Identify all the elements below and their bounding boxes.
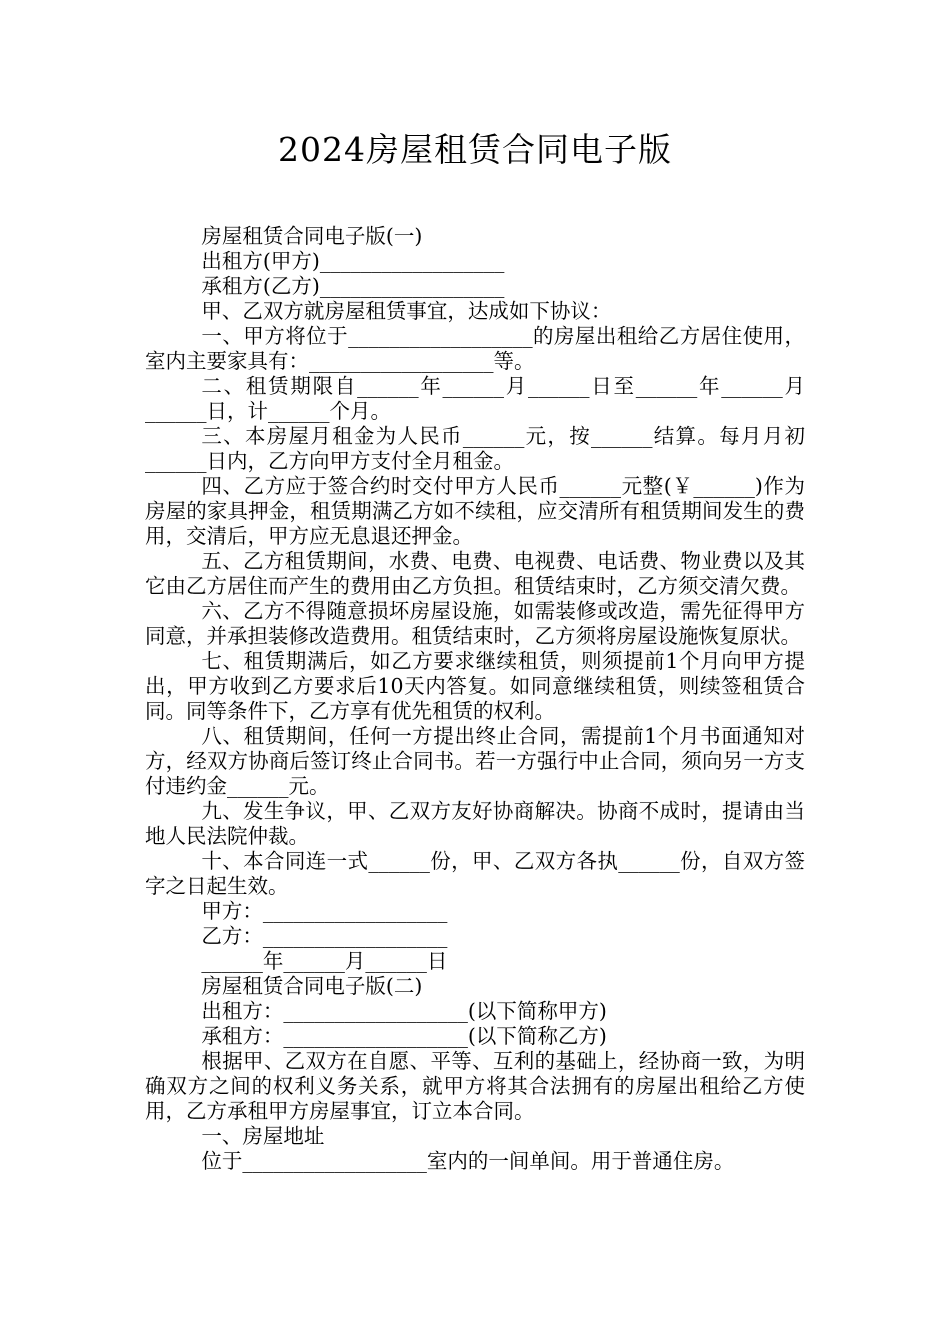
clause-9: 九、发生争议，甲、乙双方友好协商解决。协商不成时，提请由当地人民法院仲裁。 [145, 799, 805, 848]
signature-party-a: 甲方：__________________ [201, 899, 448, 923]
document-body [145, 224, 805, 1174]
clause-6: 六、乙方不得随意损坏房屋设施，如需装修或改造，需先征得甲方同意，并承担装修改造费用。租赁结束时，乙方须将房屋设施恢复原状。 [145, 599, 805, 648]
document-title: 2024房屋租赁合同电子版 [278, 130, 672, 169]
paragraph-address-heading: 一、房屋地址 [201, 1124, 325, 1148]
paragraph-section-1-heading: 房屋租赁合同电子版(一) [201, 224, 423, 248]
signature-date: ______年______月______日 [201, 949, 448, 973]
paragraph-lessor-party-a: 出租方(甲方)__________________ [201, 249, 505, 273]
clause-4: 四、乙方应于签合约时交付甲方人民币______元整(￥______)作为房屋的家具押金，租赁期满乙方如不续租，应交清所有租赁期间发生的费用，交清后，甲方应无息退还押金。 [145, 474, 805, 548]
clause-7: 七、租赁期满后，如乙方要求继续租赁，则须提前1个月向甲方提出，甲方收到乙方要求后10天内答复。如同意继续租赁，则续签租赁合同。同等条件下，乙方享有优先租赁的权利。 [145, 649, 805, 723]
paragraph-address: 位于__________________室内的一间单间。用于普通住房。 [201, 1149, 735, 1173]
clause-2: 二、租赁期限自______年______月______日至______年______月______日，计______个月。 [145, 374, 805, 423]
clause-1: 一、甲方将位于__________________的房屋出租给乙方居住使用，室内主要家具有：__________________等。 [145, 324, 805, 373]
clause-10: 十、本合同连一式______份，甲、乙双方各执______份，自双方签字之日起生效。 [145, 849, 805, 898]
paragraph-lessee: 承租方：__________________(以下简称乙方) [201, 1024, 607, 1048]
paragraph-preamble: 根据甲、乙双方在自愿、平等、互利的基础上，经协商一致，为明确双方之间的权利义务关系，就甲方将其合法拥有的房屋出租给乙方使用，乙方承租甲方房屋事宜，订立本合同。 [145, 1049, 805, 1123]
paragraph-lessor: 出租方：__________________(以下简称甲方) [201, 999, 607, 1023]
clause-8: 八、租赁期间，任何一方提出终止合同，需提前1个月书面通知对方，经双方协商后签订终止合同书。若一方强行中止合同，须向另一方支付违约金______元。 [145, 724, 805, 798]
paragraph-section-2-heading: 房屋租赁合同电子版(二) [201, 974, 423, 998]
paragraph-agreement-intro: 甲、乙双方就房屋租赁事宜，达成如下协议： [201, 299, 612, 323]
clause-5: 五、乙方租赁期间，水费、电费、电视费、电话费、物业费以及其它由乙方居住而产生的费用由乙方负担。租赁结束时，乙方须交清欠费。 [145, 549, 805, 598]
signature-party-b: 乙方：__________________ [201, 924, 448, 948]
clause-3: 三、本房屋月租金为人民币______元，按______结算。每月月初______日内，乙方向甲方支付全月租金。 [145, 424, 805, 473]
paragraph-lessee-party-b: 承租方(乙方)__________________ [201, 274, 505, 298]
